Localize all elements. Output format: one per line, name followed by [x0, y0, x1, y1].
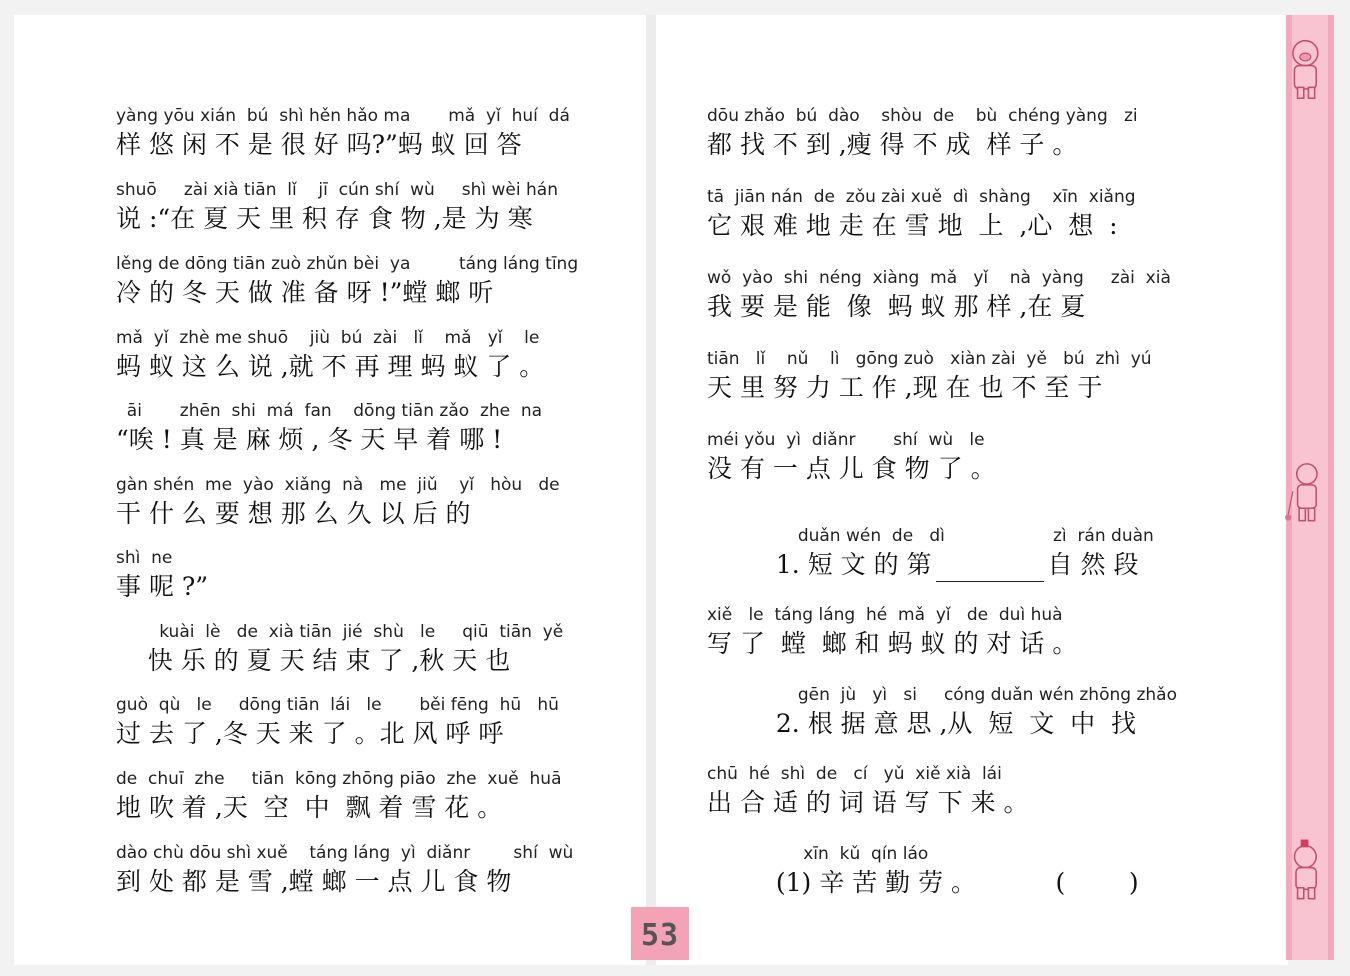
pinyin-row: dào chù dōu shì xuě táng láng yì diǎnr shí wù — [116, 843, 574, 863]
pinyin-row: shuō zài xià tiān lǐ jī cún shí wù shì wèi hán — [116, 180, 558, 200]
text-line — [116, 252, 578, 310]
text-line — [707, 347, 1152, 405]
pinyin-row: chū hé shì de cí yǔ xiě xià lái — [707, 764, 1002, 784]
text-line — [116, 326, 544, 384]
pinyin-row: dōu zhǎo bú dào shòu de bù chéng yàng zi — [707, 106, 1138, 126]
pinyin-row: lěng de dōng tiān zuò zhǔn bèi ya táng láng tīng — [116, 254, 579, 274]
pig-character-icon — [1270, 36, 1336, 106]
text-line — [116, 473, 560, 531]
pinyin-row: xiě le táng láng hé mǎ yǐ de duì huà — [707, 605, 1063, 625]
hanzi-row: 写 了 螳 螂 和 蚂 蚁 的 对 话 。 — [707, 629, 1078, 658]
text-line — [116, 399, 542, 457]
text-line — [707, 428, 996, 486]
hanzi-row: 都 找 不 到 ,瘦 得 不 成 样 子 。 — [707, 130, 1078, 159]
pinyin-row: mǎ yǐ zhè me shuō jiù bú zài lǐ mǎ yǐ le — [116, 328, 540, 348]
pinyin-row: shì ne — [116, 548, 173, 568]
hanzi-row: 样 悠 闲 不 是 很 好 吗?”蚂 蚁 回 答 — [116, 130, 522, 159]
hanzi-row: 天 里 努 力 工 作 ,现 在 也 不 至 于 — [707, 373, 1103, 402]
hanzi-row: 事 呢 ?” — [116, 572, 209, 601]
wolf-yoyo-icon — [1270, 460, 1336, 530]
question-2-item-1 — [760, 842, 1139, 900]
hanzi-row: 蚂 蚁 这 么 说 ,就 不 再 理 蚂 蚁 了 。 — [116, 352, 545, 381]
hanzi-row: 说 :“在 夏 天 里 积 存 食 物 ,是 为 寒 — [116, 204, 533, 233]
pinyin-row: tā jiān nán de zǒu zài xuě dì shàng xīn xiǎng — [707, 187, 1136, 207]
pinyin-row: wǒ yào shi néng xiàng mǎ yǐ nà yàng zài xià — [707, 268, 1171, 288]
pinyin-row: āi zhēn shi má fan dōng tiān zǎo zhe na — [116, 401, 543, 421]
pinyin-row: méi yǒu yì diǎnr shí wù le — [707, 430, 985, 450]
hanzi-row: 快 乐 的 夏 天 结 束 了 ,秋 天 也 — [116, 646, 511, 675]
text-line — [116, 546, 208, 604]
hanzi-row: 没 有 一 点 儿 食 物 了 。 — [707, 454, 996, 483]
pinyin-row: duǎn wén de dì zì rán duàn — [760, 526, 1154, 546]
text-line — [116, 104, 570, 162]
question-text-end: 自 然 段 — [1047, 550, 1139, 579]
text-line — [116, 620, 563, 678]
question-2-continued — [707, 762, 1029, 820]
book-spine — [646, 15, 656, 965]
question-text: 1. 短 文 的 第 — [760, 550, 932, 579]
hanzi-row[interactable]: (1) 辛 苦 勤 劳 。 ( ) — [760, 868, 1139, 897]
hanzi-row: 干 什 么 要 想 那 么 久 以 后 的 — [116, 499, 471, 528]
pinyin-row: xīn kǔ qín láo — [760, 844, 929, 864]
rabbit-character-icon — [1270, 838, 1336, 908]
text-line — [707, 185, 1136, 243]
pinyin-row: yàng yōu xián bú shì hěn hǎo ma mǎ yǐ huí dá — [116, 106, 570, 126]
answer-blank[interactable] — [936, 559, 1044, 582]
hanzi-row: 它 艰 难 地 走 在 雪 地 上 ,心 想 : — [707, 211, 1118, 240]
page-number: 53 — [631, 907, 689, 960]
question-2 — [760, 683, 1177, 741]
hanzi-row: 过 去 了 ,冬 天 来 了 。北 风 呼 呼 — [116, 719, 504, 748]
pinyin-row: de chuī zhe tiān kōng zhōng piāo zhe xuě huā — [116, 769, 562, 789]
hanzi-row: 出 合 适 的 词 语 写 下 来 。 — [707, 788, 1029, 817]
pinyin-row: gēn jù yì si cóng duǎn wén zhōng zhǎo — [760, 685, 1177, 705]
question-1-continued — [707, 603, 1077, 661]
hanzi-row: 地 吹 着 ,天 空 中 飘 着 雪 花 。 — [116, 793, 503, 822]
hanzi-row: 我 要 是 能 像 蚂 蚁 那 样 ,在 夏 — [707, 292, 1086, 321]
question-1 — [760, 524, 1154, 582]
text-line — [116, 841, 573, 899]
pinyin-row: guò qù le dōng tiān lái le běi fēng hū hū — [116, 695, 559, 715]
pinyin-row: kuài lè de xià tiān jié shù le qiū tiān yě — [116, 622, 564, 642]
hanzi-row: 到 处 都 是 雪 ,螳 螂 一 点 儿 食 物 — [116, 867, 512, 896]
text-line — [116, 693, 559, 751]
hanzi-row: 冷 的 冬 天 做 准 备 呀 !”螳 螂 听 — [116, 278, 494, 307]
text-line — [707, 266, 1171, 324]
text-line — [116, 767, 562, 825]
pinyin-row: gàn shén me yào xiǎng nà me jiǔ yǐ hòu de — [116, 475, 560, 495]
pinyin-row: tiān lǐ nǔ lì gōng zuò xiàn zài yě bú zhì yú — [707, 349, 1152, 369]
text-line — [707, 104, 1138, 162]
text-line — [116, 178, 558, 236]
hanzi-row: 2. 根 据 意 思 ,从 短 文 中 找 — [760, 709, 1137, 738]
hanzi-row: “唉 ! 真 是 麻 烦 , 冬 天 早 着 哪 ! — [116, 425, 503, 454]
